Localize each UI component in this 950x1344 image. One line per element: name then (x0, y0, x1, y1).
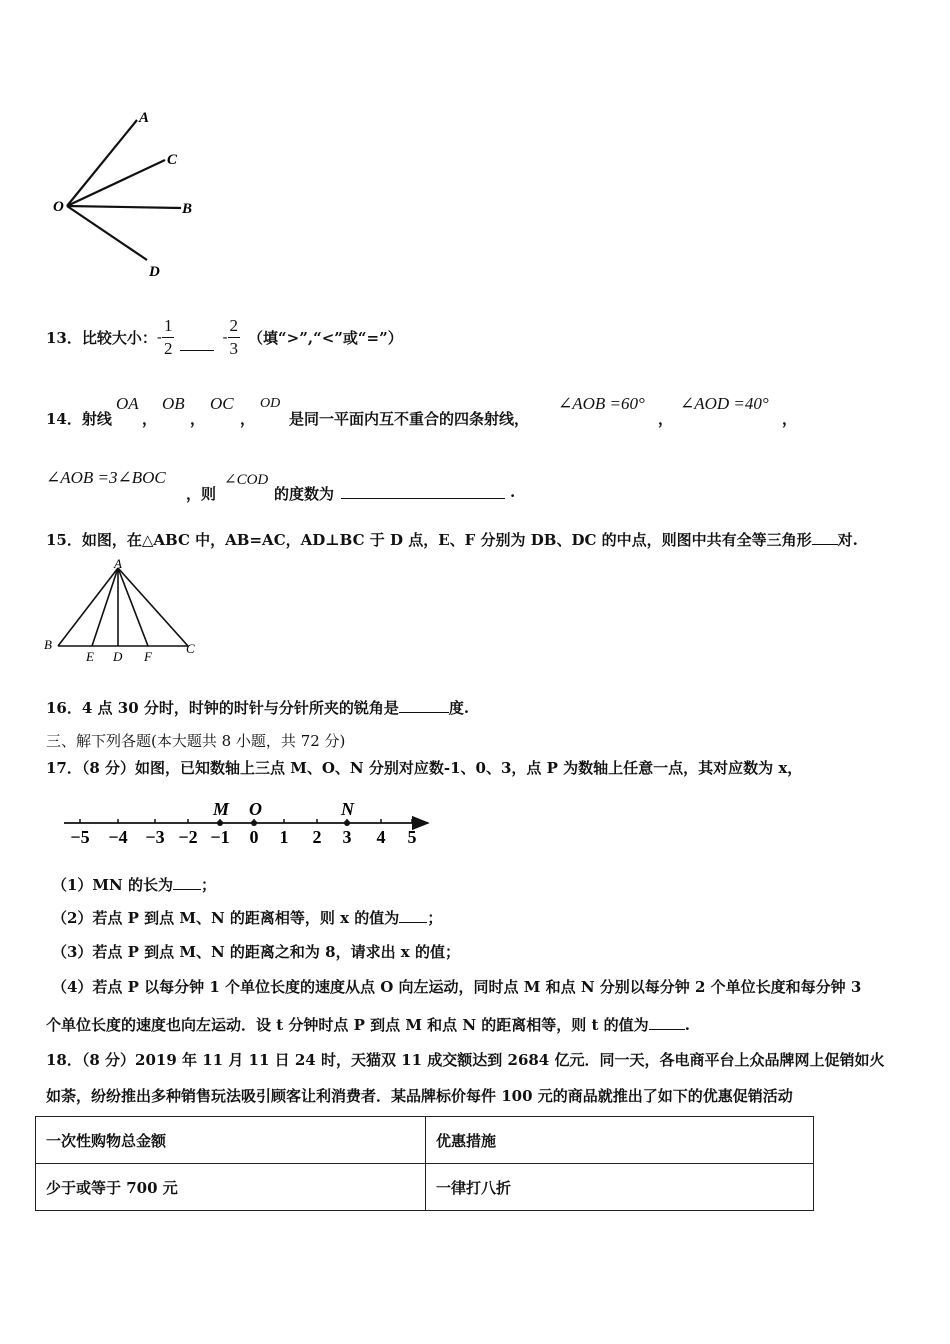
q16-text: 16．4 点 30 分时，时钟的时针与分针所夹的锐角是 (46, 699, 399, 717)
angle-aob-60: ∠AOB =60° (558, 394, 645, 413)
q14-end: . (510, 483, 516, 501)
q15-end: 对. (837, 531, 858, 549)
table-cell: 一律打八折 (426, 1164, 814, 1211)
rays-figure (45, 100, 215, 285)
question-18-line1: 18．（8 分）2019 年 11 月 11 日 24 时，天猫双 11 成交额达到 2684 亿元．同一天，各电商平台上众品牌网上促销如火 (46, 1051, 885, 1069)
fraction-one-half (162, 315, 175, 360)
table-row (36, 1164, 814, 1211)
q13-neg2: - (222, 328, 228, 346)
number-line-tick-label: 2 (312, 827, 322, 847)
ray-od (67, 206, 147, 260)
segment-ae (92, 568, 118, 646)
table-header-cell: 优惠措施 (426, 1117, 814, 1164)
tri-label-a: A (114, 556, 122, 571)
question-17: 17．（8 分）如图，已知数轴上三点 M、O、N 分别对应数-1、0、3，点 P 为数轴上任意一点，其对应数为 x， (46, 759, 803, 777)
number-line-tick-label: 5 (407, 827, 417, 847)
q13-answer-blank[interactable] (180, 336, 214, 351)
q15-answer-blank[interactable] (812, 530, 838, 545)
q17-part-3: （3）若点 P 到点 M、N 的距离之和为 8，请求出 x 的值； (52, 943, 460, 961)
number-line-tick-label: −2 (178, 827, 198, 847)
q17-p4b-end: . (684, 1016, 690, 1034)
angle-aod-40: ∠AOD =40° (680, 394, 769, 413)
ray-ob-label: OB (162, 394, 185, 413)
q17-part-2 (52, 907, 442, 928)
q17-part-4-line2 (46, 1014, 690, 1035)
table-cell: 少于或等于 700 元 (36, 1164, 426, 1211)
q14-text1: 是同一平面内互不重合的四条射线， (289, 410, 530, 428)
q14-comma-4: ， (658, 410, 674, 428)
segment-ac (118, 568, 188, 646)
q15-text: 15．如图，在△ABC 中，AB=AC，AD⊥BC 于 D 点，E、F 分别为 DB、DC 的中点，则图中共有全等三角形 (46, 531, 812, 549)
q13-f1-den: 2 (163, 338, 173, 358)
table-header-cell: 一次性购物总金额 (36, 1117, 426, 1164)
point-n-label: N (341, 799, 354, 819)
q13-hint: （填“>”,“<”或“=”） (248, 328, 403, 347)
triangle-figure (42, 556, 202, 666)
ray-oa (67, 120, 137, 206)
q17-p1-end: ； (200, 876, 216, 894)
point-m-dot (217, 820, 223, 826)
ray-ob (67, 206, 181, 208)
q14-comma-1: ， (142, 410, 158, 428)
q13-prefix: 13．比较大小： (46, 328, 157, 347)
q17-p2-end: ； (427, 909, 443, 927)
q16-answer-blank[interactable] (399, 698, 449, 713)
segment-af (118, 568, 148, 646)
q17-p1-text: （1）MN 的长为 (52, 876, 173, 894)
q13-f2-den: 3 (229, 338, 239, 358)
q17-part-4-line1: （4）若点 P 以每分钟 1 个单位长度的速度从点 O 向左运动，同时点 M 和点 N 分别以每分钟 2 个单位长度和每分钟 3 (52, 978, 862, 996)
q13-f1-num: 1 (162, 315, 175, 338)
point-o-label: O (249, 799, 262, 819)
number-line-tick-label: −5 (70, 827, 90, 847)
ray-oc-label: OC (210, 394, 234, 413)
number-line-tick-label: 3 (342, 827, 352, 847)
tri-label-e: E (86, 649, 94, 664)
number-line-tick-label: −3 (145, 827, 165, 847)
q17-p1-blank[interactable] (173, 875, 201, 890)
segment-ab (58, 568, 118, 646)
q14-prefix: 14．射线 (46, 410, 112, 428)
ray-od-label: OD (260, 396, 281, 411)
number-line-tick-label: −1 (210, 827, 230, 847)
label-c: C (167, 152, 178, 168)
q14-answer-blank[interactable] (341, 484, 505, 499)
q17-p4-blank[interactable] (649, 1015, 685, 1030)
number-line (60, 795, 440, 855)
point-o-dot (251, 820, 257, 826)
ray-oa-label: OA (116, 394, 139, 413)
q17-p2-blank[interactable] (399, 908, 427, 923)
label-b: B (182, 201, 193, 217)
angle-aob-3boc: ∠AOB =3∠BOC (46, 468, 166, 487)
question-18-line2: 如荼，纷纷推出多种销售玩法吸引顾客让利消费者．某品牌标价每件 100 元的商品就推出了如下的优惠促销活动 (46, 1087, 793, 1105)
tri-label-b: B (44, 637, 52, 652)
number-line-tick-label: 4 (376, 827, 386, 847)
q14-comma-3: ， (240, 410, 256, 428)
ray-oc (67, 160, 165, 206)
q14-comma-5: ， (782, 410, 798, 428)
question-15 (46, 529, 858, 550)
label-a: A (139, 110, 150, 126)
point-n-dot (344, 820, 350, 826)
q14-text2: 的度数为 (274, 485, 335, 503)
fraction-two-thirds (228, 315, 241, 360)
tri-label-d: D (113, 649, 123, 664)
label-d: D (149, 264, 160, 280)
q17-part-1 (52, 874, 216, 895)
q17-p2-text: （2）若点 P 到点 M、N 的距离相等，则 x 的值为 (52, 909, 400, 927)
question-14-line2 (46, 466, 566, 506)
tri-label-c: C (186, 641, 195, 656)
q14-comma-2: ， (190, 410, 206, 428)
q13-neg1: - (156, 328, 162, 346)
point-m-label: M (213, 799, 230, 819)
q13-f2-num: 2 (228, 315, 241, 338)
angle-cod: ∠COD (224, 472, 269, 488)
question-16 (46, 697, 469, 718)
q17-p4b-text: 个单位长度的速度也向左运动．设 t 分钟时点 P 到点 M 和点 N 的距离相等，则 t 的值为 (46, 1016, 649, 1034)
tri-label-f: F (144, 649, 152, 664)
section-3-heading: 三、解下列各题(本大题共 8 小题，共 72 分) (46, 732, 346, 750)
q14-then: ，则 (186, 485, 217, 503)
table-header-row (36, 1117, 814, 1164)
q16-end: 度. (448, 699, 470, 717)
number-line-tick-label: −4 (108, 827, 128, 847)
promotion-table (35, 1116, 814, 1211)
number-line-tick-label: 0 (249, 827, 259, 847)
label-o: O (53, 199, 64, 215)
question-13 (46, 312, 403, 362)
number-line-tick-label: 1 (279, 827, 289, 847)
